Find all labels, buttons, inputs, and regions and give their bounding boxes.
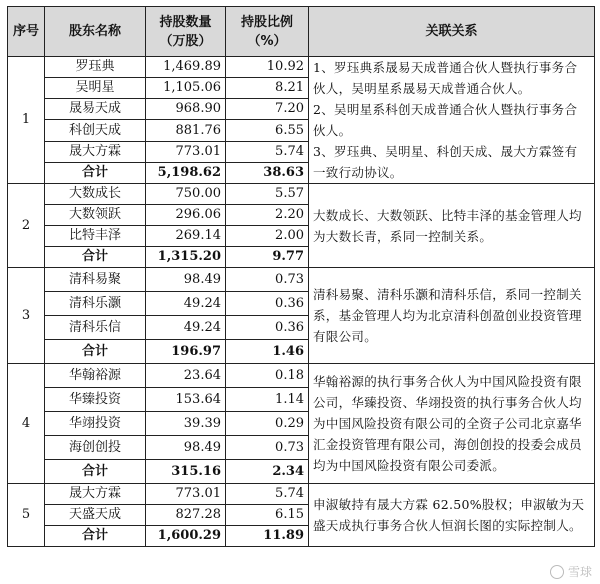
relation-text: 大数成长、大数领跃、比特丰泽的基金管理人均为大数长青，系同一控制关系。 bbox=[313, 207, 582, 244]
table-row bbox=[8, 364, 595, 388]
ratio-value: 0.73 bbox=[226, 268, 309, 292]
total-shares: 315.16 bbox=[146, 460, 226, 484]
total-label: 合计 bbox=[45, 340, 146, 364]
shareholder-name: 晟大方霖 bbox=[45, 484, 146, 505]
relation-text: 3、罗珏典、吴明星、科创天成、晟大方霖签有一致行动协议。 bbox=[313, 144, 578, 180]
shareholder-name: 天盛天成 bbox=[45, 505, 146, 526]
group-seq: 2 bbox=[8, 184, 45, 268]
header-row bbox=[8, 7, 595, 57]
table-row bbox=[8, 184, 595, 205]
total-shares: 5,198.62 bbox=[146, 162, 226, 183]
relation-cell bbox=[309, 484, 595, 547]
shares-value: 750.00 bbox=[146, 184, 226, 205]
shareholder-relation-table bbox=[7, 6, 595, 547]
relation-cell bbox=[309, 184, 595, 268]
shareholder-name: 吴明星 bbox=[45, 78, 146, 99]
group-seq: 1 bbox=[8, 57, 45, 184]
header-name: 股东名称 bbox=[45, 7, 146, 57]
total-ratio: 38.63 bbox=[226, 162, 309, 183]
xueqiu-logo-icon bbox=[550, 565, 564, 579]
ratio-value: 8.21 bbox=[226, 78, 309, 99]
total-shares: 196.97 bbox=[146, 340, 226, 364]
ratio-value: 5.74 bbox=[226, 484, 309, 505]
ratio-value: 5.57 bbox=[226, 184, 309, 205]
shares-value: 98.49 bbox=[146, 436, 226, 460]
shareholder-name: 比特丰泽 bbox=[45, 226, 146, 247]
shares-value: 773.01 bbox=[146, 484, 226, 505]
shares-value: 269.14 bbox=[146, 226, 226, 247]
shares-value: 23.64 bbox=[146, 364, 226, 388]
group-seq: 5 bbox=[8, 484, 45, 547]
shareholder-name: 晟大方霖 bbox=[45, 141, 146, 162]
shares-value: 881.76 bbox=[146, 120, 226, 141]
total-label: 合计 bbox=[45, 526, 146, 547]
shareholder-name: 清科易聚 bbox=[45, 268, 146, 292]
shareholder-name: 晟易天成 bbox=[45, 99, 146, 120]
shares-value: 49.24 bbox=[146, 292, 226, 316]
ratio-value: 10.92 bbox=[226, 57, 309, 78]
shareholder-name: 海创创投 bbox=[45, 436, 146, 460]
shareholder-name: 大数领跃 bbox=[45, 205, 146, 226]
shares-value: 153.64 bbox=[146, 388, 226, 412]
shares-value: 773.01 bbox=[146, 141, 226, 162]
ratio-value: 2.00 bbox=[226, 226, 309, 247]
total-ratio: 2.34 bbox=[226, 460, 309, 484]
relation-cell bbox=[309, 268, 595, 364]
ratio-value: 6.55 bbox=[226, 120, 309, 141]
relation-cell bbox=[309, 57, 595, 184]
ratio-value: 5.74 bbox=[226, 141, 309, 162]
shares-value: 98.49 bbox=[146, 268, 226, 292]
ratio-value: 2.20 bbox=[226, 205, 309, 226]
header-ratio: 持股比例（%） bbox=[226, 7, 309, 57]
shareholder-name: 清科乐信 bbox=[45, 316, 146, 340]
shares-value: 296.06 bbox=[146, 205, 226, 226]
ratio-value: 0.18 bbox=[226, 364, 309, 388]
shares-value: 968.90 bbox=[146, 99, 226, 120]
total-ratio: 11.89 bbox=[226, 526, 309, 547]
shares-value: 1,469.89 bbox=[146, 57, 226, 78]
header-relation: 关联关系 bbox=[309, 7, 595, 57]
shares-value: 1,105.06 bbox=[146, 78, 226, 99]
group-seq: 3 bbox=[8, 268, 45, 364]
shares-value: 39.39 bbox=[146, 412, 226, 436]
shares-value: 827.28 bbox=[146, 505, 226, 526]
total-shares: 1,315.20 bbox=[146, 247, 226, 268]
ratio-value: 1.14 bbox=[226, 388, 309, 412]
relation-text: 1、罗珏典系晟易天成普通合伙人暨执行事务合伙人，吴明星系晟易天成普通合伙人。 bbox=[313, 60, 578, 96]
shareholder-name: 华臻投资 bbox=[45, 388, 146, 412]
relation-text: 申淑敏持有晟大方霖 62.50%股权；申淑敏为天盛天成执行事务合伙人恒润长图的实际控制人。 bbox=[313, 497, 585, 533]
relation-text: 清科易聚、清科乐灏和清科乐信，系同一控制关系，基金管理人均为北京清科创盈创业投资管理有限公司。 bbox=[313, 287, 582, 344]
table-row bbox=[8, 57, 595, 78]
total-label: 合计 bbox=[45, 460, 146, 484]
header-shares: 持股数量（万股） bbox=[146, 7, 226, 57]
shareholder-name: 华翊投资 bbox=[45, 412, 146, 436]
total-ratio: 9.77 bbox=[226, 247, 309, 268]
shareholder-name: 大数成长 bbox=[45, 184, 146, 205]
shareholder-name: 科创天成 bbox=[45, 120, 146, 141]
table-row bbox=[8, 484, 595, 505]
relation-text: 华翰裕源的执行事务合伙人为中国风险投资有限公司，华臻投资、华翊投资的执行事务合伙人均为中国风险投资有限公司的全资子公司北京嘉华汇金投资管理有限公司，海创创投的投委会成员均为中国风险投资有限公司委派。 bbox=[313, 374, 582, 473]
total-label: 合计 bbox=[45, 247, 146, 268]
header-seq: 序号 bbox=[8, 7, 45, 57]
total-ratio: 1.46 bbox=[226, 340, 309, 364]
table-row bbox=[8, 268, 595, 292]
ratio-value: 0.73 bbox=[226, 436, 309, 460]
shareholder-name: 清科乐灏 bbox=[45, 292, 146, 316]
shareholder-name: 华翰裕源 bbox=[45, 364, 146, 388]
ratio-value: 0.36 bbox=[226, 316, 309, 340]
total-shares: 1,600.29 bbox=[146, 526, 226, 547]
group-seq: 4 bbox=[8, 364, 45, 484]
ratio-value: 0.36 bbox=[226, 292, 309, 316]
shareholder-name: 罗珏典 bbox=[45, 57, 146, 78]
ratio-value: 7.20 bbox=[226, 99, 309, 120]
total-label: 合计 bbox=[45, 162, 146, 183]
relation-cell bbox=[309, 364, 595, 484]
watermark bbox=[550, 563, 592, 580]
watermark-text: 雪球 bbox=[567, 565, 592, 579]
shares-value: 49.24 bbox=[146, 316, 226, 340]
relation-text: 2、吴明星系科创天成普通合伙人暨执行事务合伙人。 bbox=[313, 102, 578, 138]
ratio-value: 6.15 bbox=[226, 505, 309, 526]
ratio-value: 0.29 bbox=[226, 412, 309, 436]
